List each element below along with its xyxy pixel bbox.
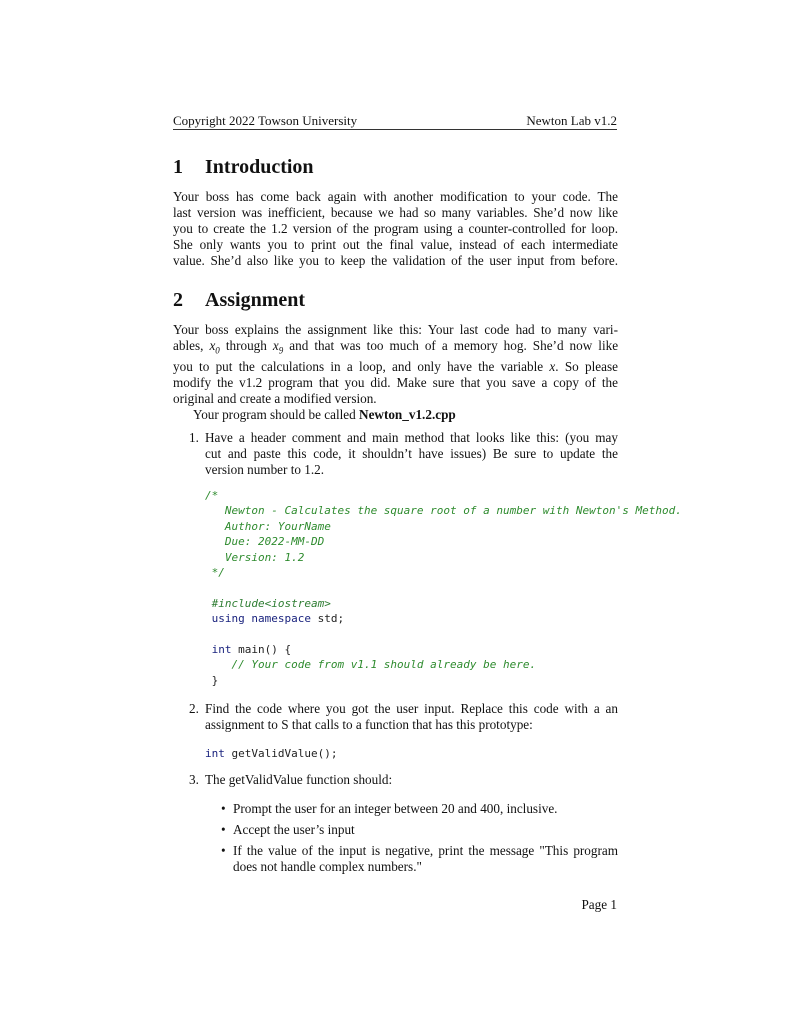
page-number: Page 1 (581, 897, 617, 912)
section-1-line: value. She’d also like you to keep the validation of the user input from before. (173, 253, 618, 268)
bullet-icon: • (221, 801, 226, 816)
filename: Newton_v1.2.cpp (359, 406, 456, 422)
section-1-number: 1 (173, 156, 183, 178)
code-include: #include<iostream> (205, 596, 331, 610)
code-comment-line: Version: 1.2 (205, 550, 305, 564)
header-copyright: Copyright 2022 Towson University (173, 113, 358, 128)
section-1-line: Your boss has come back again with another modification to your code. The (173, 189, 618, 204)
list-item-2-text (205, 701, 618, 733)
code-text: main() { (231, 643, 292, 657)
section-1-title: Introduction (205, 156, 314, 178)
bullet-item (233, 843, 618, 875)
math-x: x (549, 358, 556, 374)
math-sub: 0 (215, 345, 220, 356)
section-2-line (173, 338, 618, 359)
section-2-number: 2 (173, 289, 183, 311)
section-2-line: original and create a modified version. (173, 390, 377, 406)
section-1-line: last version was inefficient, because we had so many variables. She’d now like (173, 205, 618, 220)
code-keyword: int (205, 747, 225, 760)
list-item-line: assignment to S that calls to a function that has this prototype: (205, 717, 533, 732)
math-var: x (272, 338, 279, 353)
section-1-heading (173, 156, 314, 179)
bullet-line: If the value of the input is negative, print the message "This program (233, 843, 618, 858)
math-x0 (209, 338, 220, 356)
code-keyword: using namespace (205, 612, 311, 626)
list-item-line: cut and paste this code, it shouldn’t have issues) Be sure to update the (205, 446, 618, 461)
filename-line (173, 407, 618, 423)
list-item-1-text (205, 430, 618, 478)
page-header (173, 113, 617, 130)
section-2-paragraph (173, 322, 618, 423)
list-item-line: Have a header comment and main method that looks like this: (you may (205, 430, 618, 445)
text-run: and that was too much of a memory hog. She’d now like (289, 338, 619, 353)
code-block (205, 488, 682, 688)
code-comment-close: */ (205, 566, 225, 580)
section-2-line (173, 359, 618, 375)
code-comment-line: Due: 2022-MM-DD (205, 535, 325, 549)
bullet-item: Prompt the user for an integer between 20 and 400, inclusive. (233, 801, 558, 816)
list-item-2-number: 2. (189, 701, 199, 716)
code-text: std; (310, 612, 345, 626)
code-comment-open: /* (205, 489, 219, 502)
bullet-icon: • (221, 822, 226, 837)
section-2-line: modify the v1.2 program that you did. Make sure that you save a copy of the (173, 374, 618, 390)
text-run: you to put the calculations in a loop, and only have the variable (173, 358, 544, 374)
list-item-line: version number to 1.2. (205, 462, 325, 477)
list-item-1-number: 1. (189, 430, 199, 445)
code-text: } (205, 673, 219, 687)
bullet-item: Accept the user’s input (233, 822, 355, 837)
section-2-heading (173, 289, 305, 312)
bullet-line: does not handle complex numbers." (233, 859, 422, 874)
code-comment-line: Author: YourName (205, 519, 331, 533)
section-1-line: She only wants you to print out the final value, instead of each intermediate (173, 237, 618, 252)
math-sub: 9 (278, 345, 284, 356)
list-item-3-number: 3. (189, 772, 199, 787)
prototype-code (205, 746, 337, 761)
section-1-paragraph (173, 189, 618, 269)
list-item-line: Find the code where you got the user input. Replace this code with a an (205, 701, 618, 716)
math-var: x (209, 338, 216, 353)
code-keyword: int (205, 643, 232, 657)
code-comment-line: // Your code from v1.1 should already be here. (205, 658, 537, 672)
code-text: getValidValue(); (224, 747, 338, 760)
code-comment-line: Newton - Calculates the square root of a number with Newton's Method. (205, 504, 682, 518)
section-1-line: you to create the 1.2 version of the program using a counter-controlled for loop. (173, 221, 618, 236)
text-run: Your program should be called (193, 406, 356, 422)
text-run: . So please (555, 358, 618, 374)
text-run: through (225, 338, 267, 353)
list-item-3-text: The getValidValue function should: (205, 772, 393, 787)
header-version: Newton Lab v1.2 (526, 113, 617, 128)
bullet-icon: • (221, 843, 226, 858)
text-run: ables, (173, 338, 204, 353)
math-x9 (272, 338, 284, 356)
section-2-title: Assignment (205, 289, 306, 311)
section-2-line: Your boss explains the assignment like this: Your last code had to many vari- (173, 322, 618, 337)
